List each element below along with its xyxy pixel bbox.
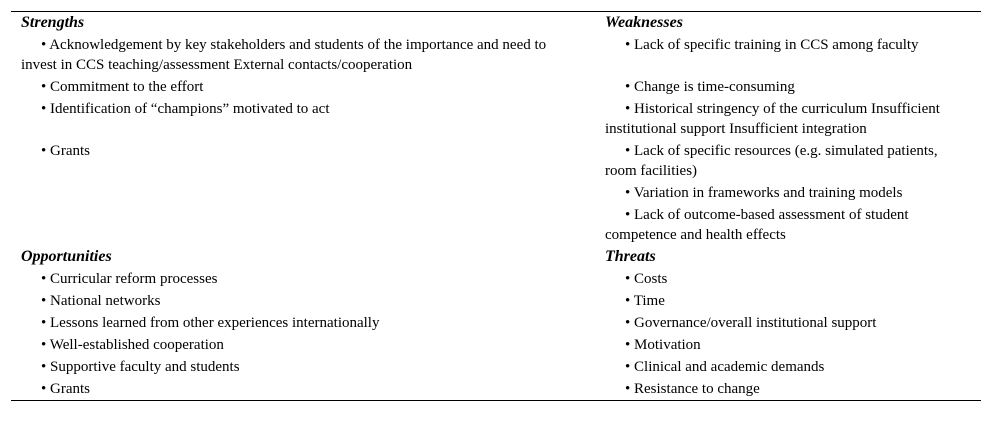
strength-text: Acknowledgement by key stakeholders and students of the importance and need to invest in CCS teaching/assessment External contacts/cooperation <box>21 37 547 73</box>
opportunity-text: Well-established cooperation <box>49 337 224 353</box>
opportunity-item <box>11 268 595 290</box>
bullet: • <box>41 381 47 397</box>
bullet: • <box>625 185 631 201</box>
opportunity-item <box>11 334 595 356</box>
weakness-item <box>595 98 981 140</box>
bullet: • <box>625 381 631 397</box>
bullet: • <box>41 359 47 375</box>
bullet: • <box>625 207 631 223</box>
opportunity-item <box>11 312 595 334</box>
weakness-item <box>595 140 981 182</box>
bullet: • <box>625 293 631 309</box>
table-row <box>11 204 981 246</box>
bullet: • <box>41 101 47 117</box>
weakness-text: Lack of outcome-based assessment of student competence and health effects <box>605 207 909 243</box>
weakness-text: Lack of specific training in CCS among faculty <box>634 37 919 53</box>
strengths-heading: Strengths <box>21 14 85 31</box>
opportunities-heading: Opportunities <box>21 248 112 265</box>
opportunity-text: Supportive faculty and students <box>50 359 240 375</box>
swot-table <box>11 11 981 401</box>
weakness-item <box>595 204 981 246</box>
table-row <box>11 140 981 182</box>
bullet: • <box>41 143 47 159</box>
bullet: • <box>41 315 47 331</box>
opportunity-item <box>11 290 595 312</box>
table-row <box>11 378 981 400</box>
bullet: • <box>41 271 47 287</box>
threats-heading: Threats <box>605 248 656 265</box>
threat-item <box>595 356 981 378</box>
weakness-item <box>595 34 981 76</box>
table-row <box>11 312 981 334</box>
strength-text: Identification of “champions” motivated to act <box>50 101 330 117</box>
opportunity-text: Grants <box>50 381 91 397</box>
weakness-text: Variation in frameworks and training models <box>633 185 903 201</box>
opportunity-text: National networks <box>50 293 161 309</box>
weakness-text: Historical stringency of the curriculum Insufficient institutional support Insufficient integration <box>605 101 940 137</box>
bullet: • <box>625 337 631 353</box>
threat-item <box>595 290 981 312</box>
bullet: • <box>625 143 631 159</box>
weakness-item <box>595 182 981 204</box>
table-row <box>11 34 981 76</box>
opportunity-text: Curricular reform processes <box>50 271 218 287</box>
bullet: • <box>41 337 47 353</box>
table-row <box>11 290 981 312</box>
table-row <box>11 246 981 268</box>
table-row <box>11 12 981 34</box>
threat-text: Resistance to change <box>634 381 760 397</box>
strength-text: Commitment to the effort <box>50 79 204 95</box>
table-row <box>11 268 981 290</box>
strength-text: Grants <box>50 143 91 159</box>
bullet: • <box>625 101 631 117</box>
threat-text: Motivation <box>634 337 701 353</box>
weakness-text: Change is time-consuming <box>634 79 795 95</box>
bullet: • <box>625 37 631 53</box>
bullet: • <box>625 271 631 287</box>
opportunity-text: Lessons learned from other experiences internationally <box>50 315 380 331</box>
threat-text: Clinical and academic demands <box>634 359 825 375</box>
bullet: • <box>41 37 47 53</box>
opportunity-item <box>11 356 595 378</box>
threat-item <box>595 312 981 334</box>
weaknesses-heading: Weaknesses <box>605 14 683 31</box>
bullet: • <box>625 79 631 95</box>
threat-text: Costs <box>634 271 668 287</box>
table-row <box>11 98 981 140</box>
threat-item <box>595 334 981 356</box>
table-row <box>11 182 981 204</box>
swot-table-grid <box>11 12 981 400</box>
bullet: • <box>41 79 47 95</box>
threat-item <box>595 268 981 290</box>
threat-item <box>595 378 981 400</box>
bullet: • <box>625 315 631 331</box>
threat-text: Time <box>633 293 665 309</box>
empty-cell <box>11 204 595 246</box>
opportunity-item <box>11 378 595 400</box>
bullet: • <box>41 293 47 309</box>
strength-item <box>11 34 595 76</box>
table-row <box>11 76 981 98</box>
strength-item <box>11 76 595 98</box>
strength-item <box>11 140 595 182</box>
strength-item <box>11 98 595 140</box>
table-row <box>11 334 981 356</box>
weakness-text: Lack of specific resources (e.g. simulated patients, room facilities) <box>605 143 938 179</box>
bullet: • <box>625 359 631 375</box>
table-row <box>11 356 981 378</box>
threat-text: Governance/overall institutional support <box>634 315 877 331</box>
weakness-item <box>595 76 981 98</box>
empty-cell <box>11 182 595 204</box>
